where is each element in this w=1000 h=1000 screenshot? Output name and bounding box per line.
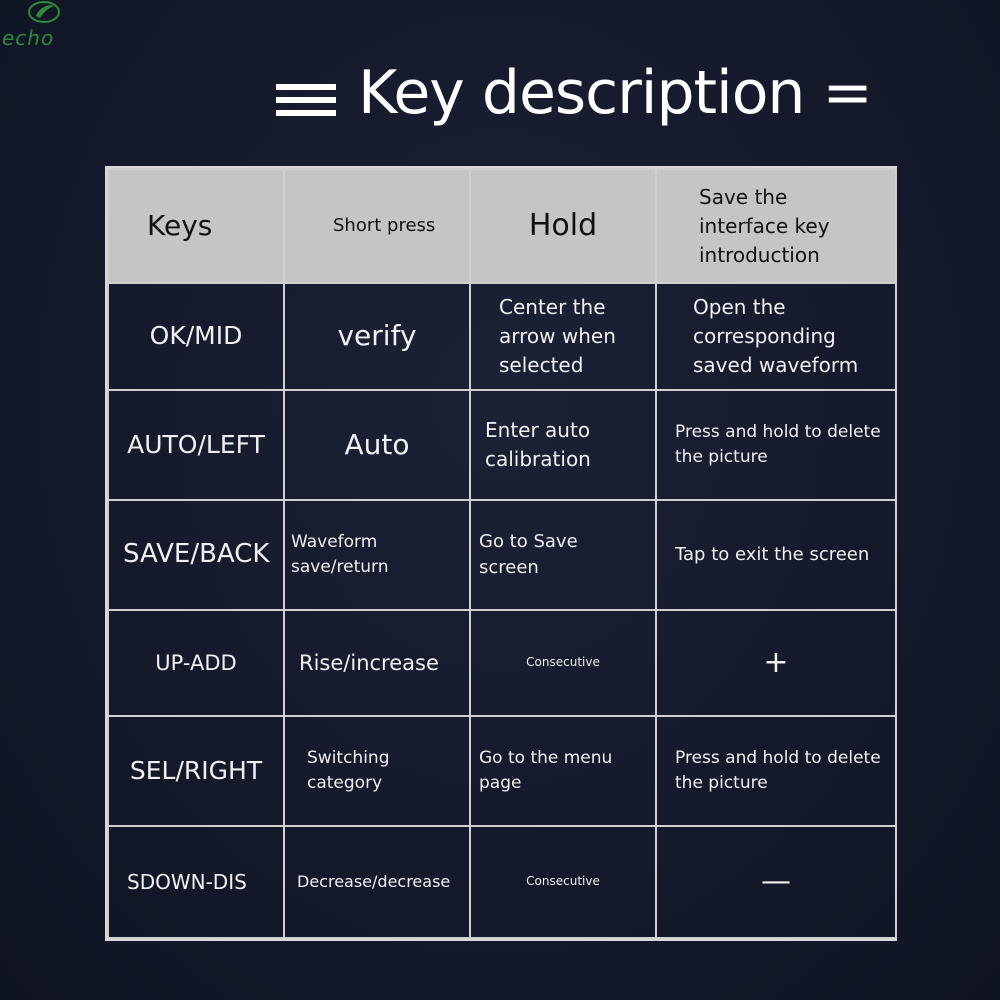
- page-title: Key description =: [358, 58, 872, 128]
- save-interface-action: Tap to exit the screen: [656, 500, 896, 610]
- logo-text: echo: [2, 26, 55, 50]
- short-press-action: Switching category: [284, 716, 470, 826]
- key-name: SAVE/BACK: [108, 500, 284, 610]
- header-save-interface: Save the interface key introduction: [656, 169, 896, 283]
- key-description-table: [105, 166, 897, 941]
- hold-action: Consecutive: [470, 610, 656, 716]
- key-name: SEL/RIGHT: [108, 716, 284, 826]
- table-row: [108, 283, 896, 390]
- table-header-row: [108, 169, 896, 283]
- save-interface-action: Open the corresponding saved waveform: [656, 283, 896, 390]
- short-press-action: Auto: [284, 390, 470, 500]
- header-short-press: Short press: [284, 169, 470, 283]
- hold-action: Enter auto calibration: [470, 390, 656, 500]
- table-row: [108, 500, 896, 610]
- save-interface-action: —: [656, 826, 896, 938]
- table-row: [108, 390, 896, 500]
- hold-action: Consecutive: [470, 826, 656, 938]
- save-interface-action: Press and hold to delete the picture: [656, 390, 896, 500]
- short-press-action: Waveform save/return: [284, 500, 470, 610]
- table-row: [108, 610, 896, 716]
- key-name: SDOWN-DIS: [108, 826, 284, 938]
- short-press-action: Rise/increase: [284, 610, 470, 716]
- table-row: [108, 826, 896, 938]
- header-keys: Keys: [108, 169, 284, 283]
- key-name: UP-ADD: [108, 610, 284, 716]
- page-header: [276, 58, 876, 128]
- header-hold: Hold: [470, 169, 656, 283]
- short-press-action: verify: [284, 283, 470, 390]
- hold-action: Center the arrow when selected: [470, 283, 656, 390]
- save-interface-action: +: [656, 610, 896, 716]
- key-name: AUTO/LEFT: [108, 390, 284, 500]
- hold-action: Go to the menu page: [470, 716, 656, 826]
- short-press-action: Decrease/decrease: [284, 826, 470, 938]
- save-interface-action: Press and hold to delete the picture: [656, 716, 896, 826]
- menu-lines-icon: [276, 84, 336, 118]
- hold-action: Go to Save screen: [470, 500, 656, 610]
- brand-logo: [0, 0, 70, 50]
- table-row: [108, 716, 896, 826]
- key-name: OK/MID: [108, 283, 284, 390]
- leaf-icon: [26, 0, 62, 26]
